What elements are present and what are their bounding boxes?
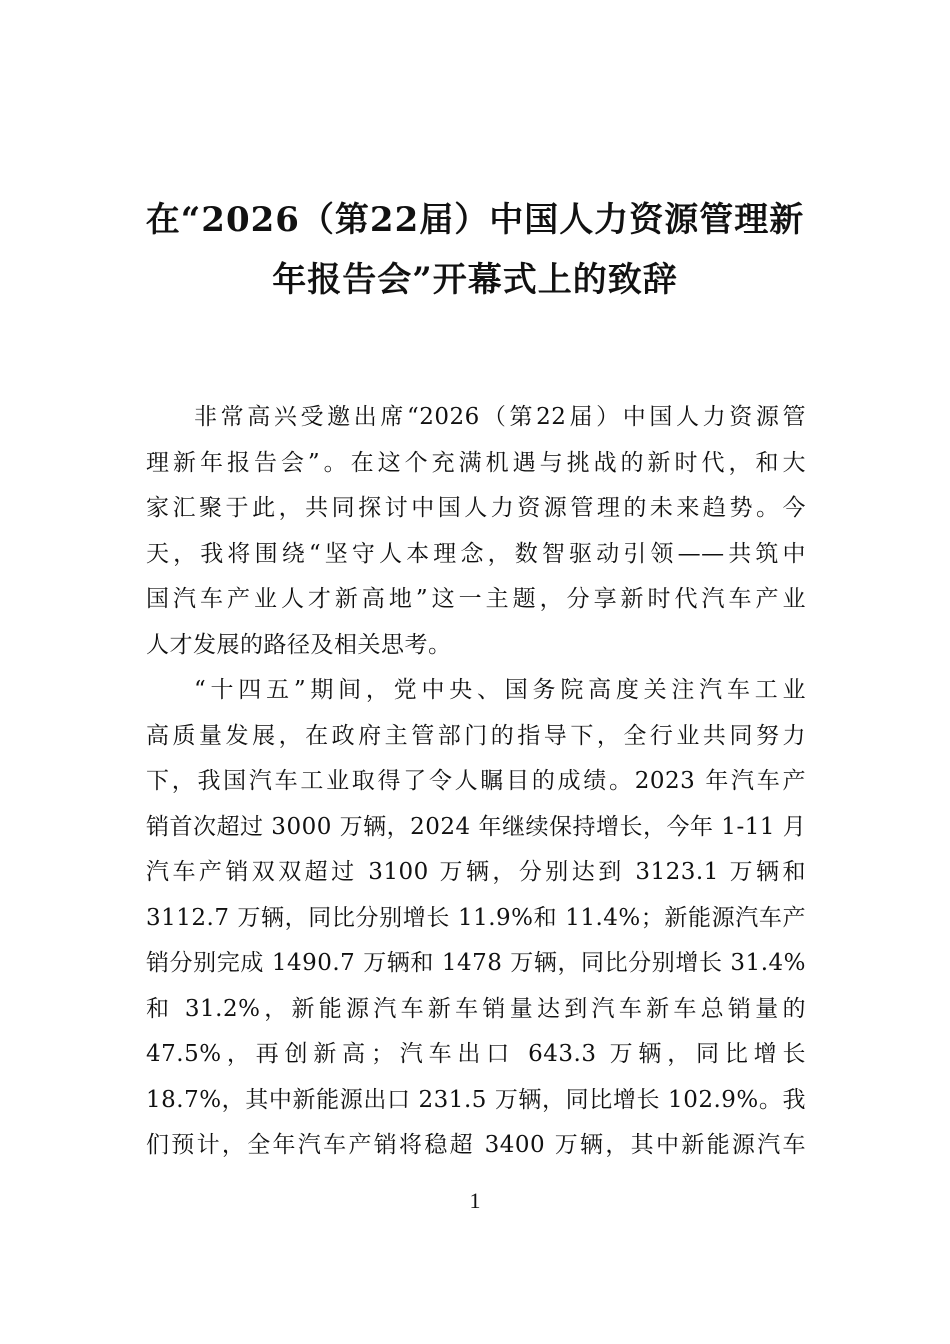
text-line: 天，我将围绕“坚守人本理念，数智驱动引领——共筑中 [146, 540, 806, 567]
text-line: 18.7%，其中新能源出口 231.5 万辆，同比增长 102.9%。我 [146, 1086, 806, 1113]
text-line: 47.5%，再创新高；汽车出口 643.3 万辆，同比增长 [146, 1041, 806, 1067]
text-line: 们预计，全年汽车产销将稳超 3400 万辆，其中新能源汽车 [146, 1132, 806, 1158]
text-line: 高质量发展，在政府主管部门的指导下，全行业共同努力 [146, 722, 806, 749]
text-line: 汽车产销双双超过 3100 万辆，分别达到 3123.1 万辆和 [146, 859, 806, 885]
text-line: 理新年报告会”。在这个充满机遇与挑战的新时代，和大 [146, 449, 806, 476]
document-body [146, 395, 806, 1169]
text-line: 人才发展的路径及相关思考。 [146, 631, 452, 658]
title-line: 年报告会”开幕式上的致辞 [272, 260, 678, 300]
title-line: 在“2026（第22届）中国人力资源管理新 [145, 200, 805, 240]
paragraph-1 [146, 395, 806, 668]
text-line: 下，我国汽车工业取得了令人瞩目的成绩。2023 年汽车产 [146, 768, 806, 794]
text-line: 销分别完成 1490.7 万辆和 1478 万辆，同比分别增长 31.4% [146, 950, 806, 976]
text-line: 3112.7 万辆，同比分别增长 11.9%和 11.4%；新能源汽车产 [146, 904, 806, 931]
document-title [140, 190, 810, 310]
text-line: 和 31.2%，新能源汽车新车销量达到汽车新车总销量的 [146, 995, 806, 1022]
page-number: 1 [469, 1188, 481, 1213]
text-line: 非常高兴受邀出席“2026（第22届）中国人力资源管 [194, 404, 806, 430]
text-line: 销首次超过 3000 万辆，2024 年继续保持增长，今年 1-11 月 [146, 813, 807, 840]
text-line: 家汇聚于此，共同探讨中国人力资源管理的未来趋势。今 [146, 495, 806, 521]
text-line: “十四五”期间，党中央、国务院高度关注汽车工业 [194, 677, 806, 703]
text-line: 国汽车产业人才新高地”这一主题，分享新时代汽车产业 [146, 586, 806, 612]
paragraph-2 [146, 668, 806, 1169]
